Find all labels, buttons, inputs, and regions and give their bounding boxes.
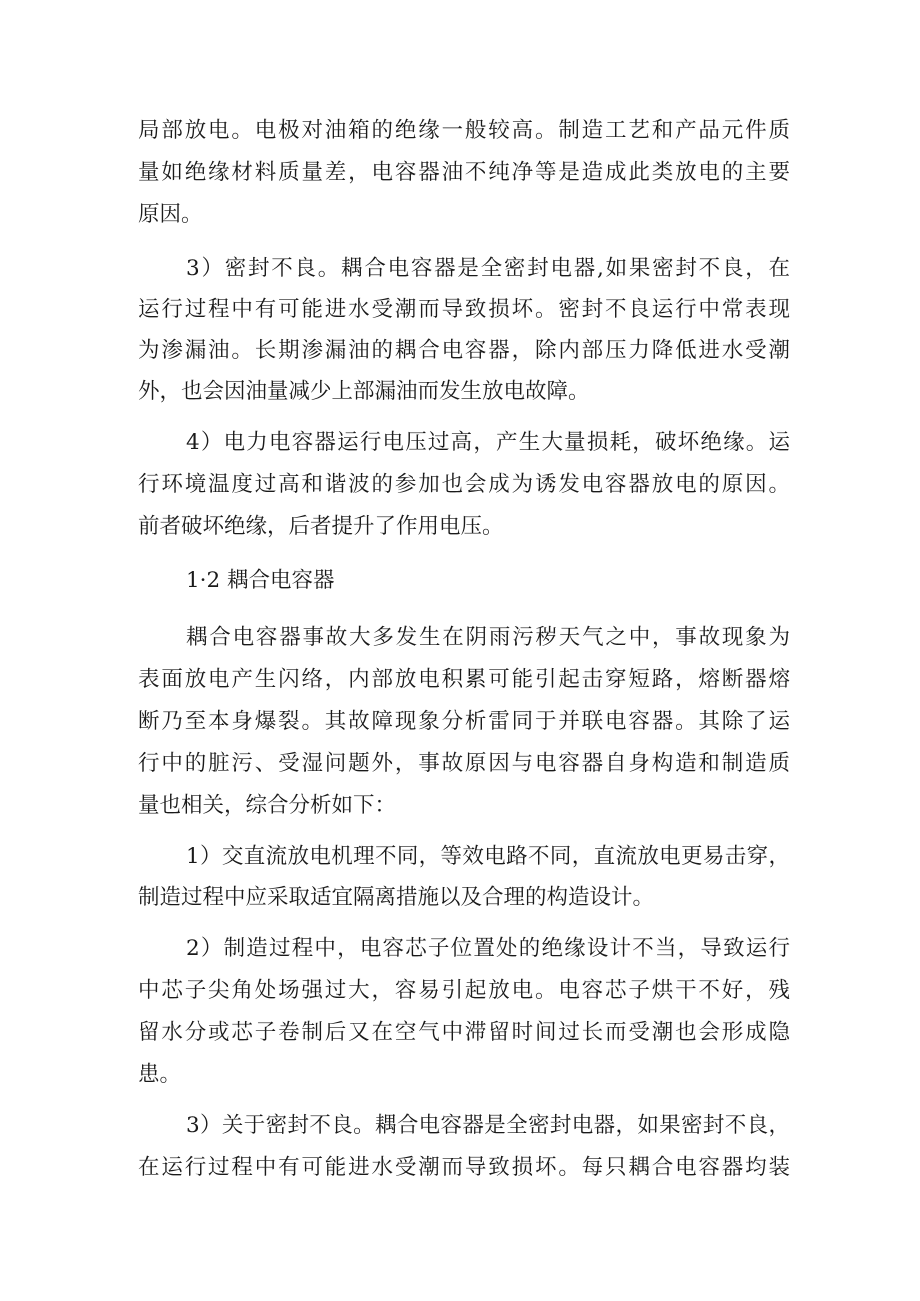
body-text-line: 量也相关，综合分析如下： <box>138 793 397 818</box>
body-text-line: 局部放电。电极对油箱的绝缘一般较高。制造工艺和产品元件质 <box>138 118 790 143</box>
body-text-line: 在运行过程中有可能进水受潮而导致损坏。每只耦合电容器均装 <box>138 1155 790 1180</box>
body-text-line: 前者破坏绝缘，后者提升了作用电压。 <box>138 514 504 539</box>
body-text-line: 原因。 <box>138 202 203 227</box>
body-text-line: 2）制造过程中，电容芯子位置处的绝缘设计不当，导致运行 <box>186 936 790 961</box>
body-text-line: 患。 <box>138 1062 182 1087</box>
body-text-line: 表面放电产生闪络，内部放电积累可能引起击穿短路，熔断器熔 <box>138 667 790 692</box>
body-text-line: 断乃至本身爆裂。其故障现象分析雷同于并联电容器。其除了运 <box>138 709 790 734</box>
body-text-line: 为渗漏油。长期渗漏油的耦合电容器，除内部压力降低进水受潮 <box>138 338 790 363</box>
body-text-line: 行环境温度过高和谐波的参加也会成为诱发电容器放电的原因。 <box>138 472 790 497</box>
body-text-line: 运行过程中有可能进水受潮而导致损坏。密封不良运行中常表现 <box>138 297 790 322</box>
body-text-line: 外，也会因油量减少上部漏油而发生放电故障。 <box>138 379 590 404</box>
body-text-line: 3）密封不良。耦合电容器是全密封电器,如果密封不良，在 <box>186 256 790 281</box>
body-text-line: 4）电力电容器运行电压过高，产生大量损耗，破坏绝缘。运 <box>186 430 790 455</box>
body-text-line: 量如绝缘材料质量差，电容器油不纯净等是造成此类放电的主要 <box>138 160 790 185</box>
body-text-line: 3）关于密封不良。耦合电容器是全密封电器，如果密封不良， <box>186 1113 790 1138</box>
body-text-line: 制造过程中应采取适宜隔离措施以及合理的构造设计。 <box>138 885 655 910</box>
body-text-line: 耦合电容器事故大多发生在阴雨污秽天气之中，事故现象为 <box>186 625 790 650</box>
body-text-line: 1）交直流放电机理不同，等效电路不同，直流放电更易击穿， <box>186 844 790 869</box>
section-heading: 1·2 耦合电容器 <box>186 568 335 593</box>
body-text-line: 留水分或芯子卷制后又在空气中滞留时间过长而受潮也会形成隐 <box>138 1020 790 1045</box>
body-text-line: 中芯子尖角处场强过大，容易引起放电。电容芯子烘干不好，残 <box>138 978 790 1003</box>
body-text-line: 行中的脏污、受湿问题外，事故原因与电容器自身构造和制造质 <box>138 751 790 776</box>
